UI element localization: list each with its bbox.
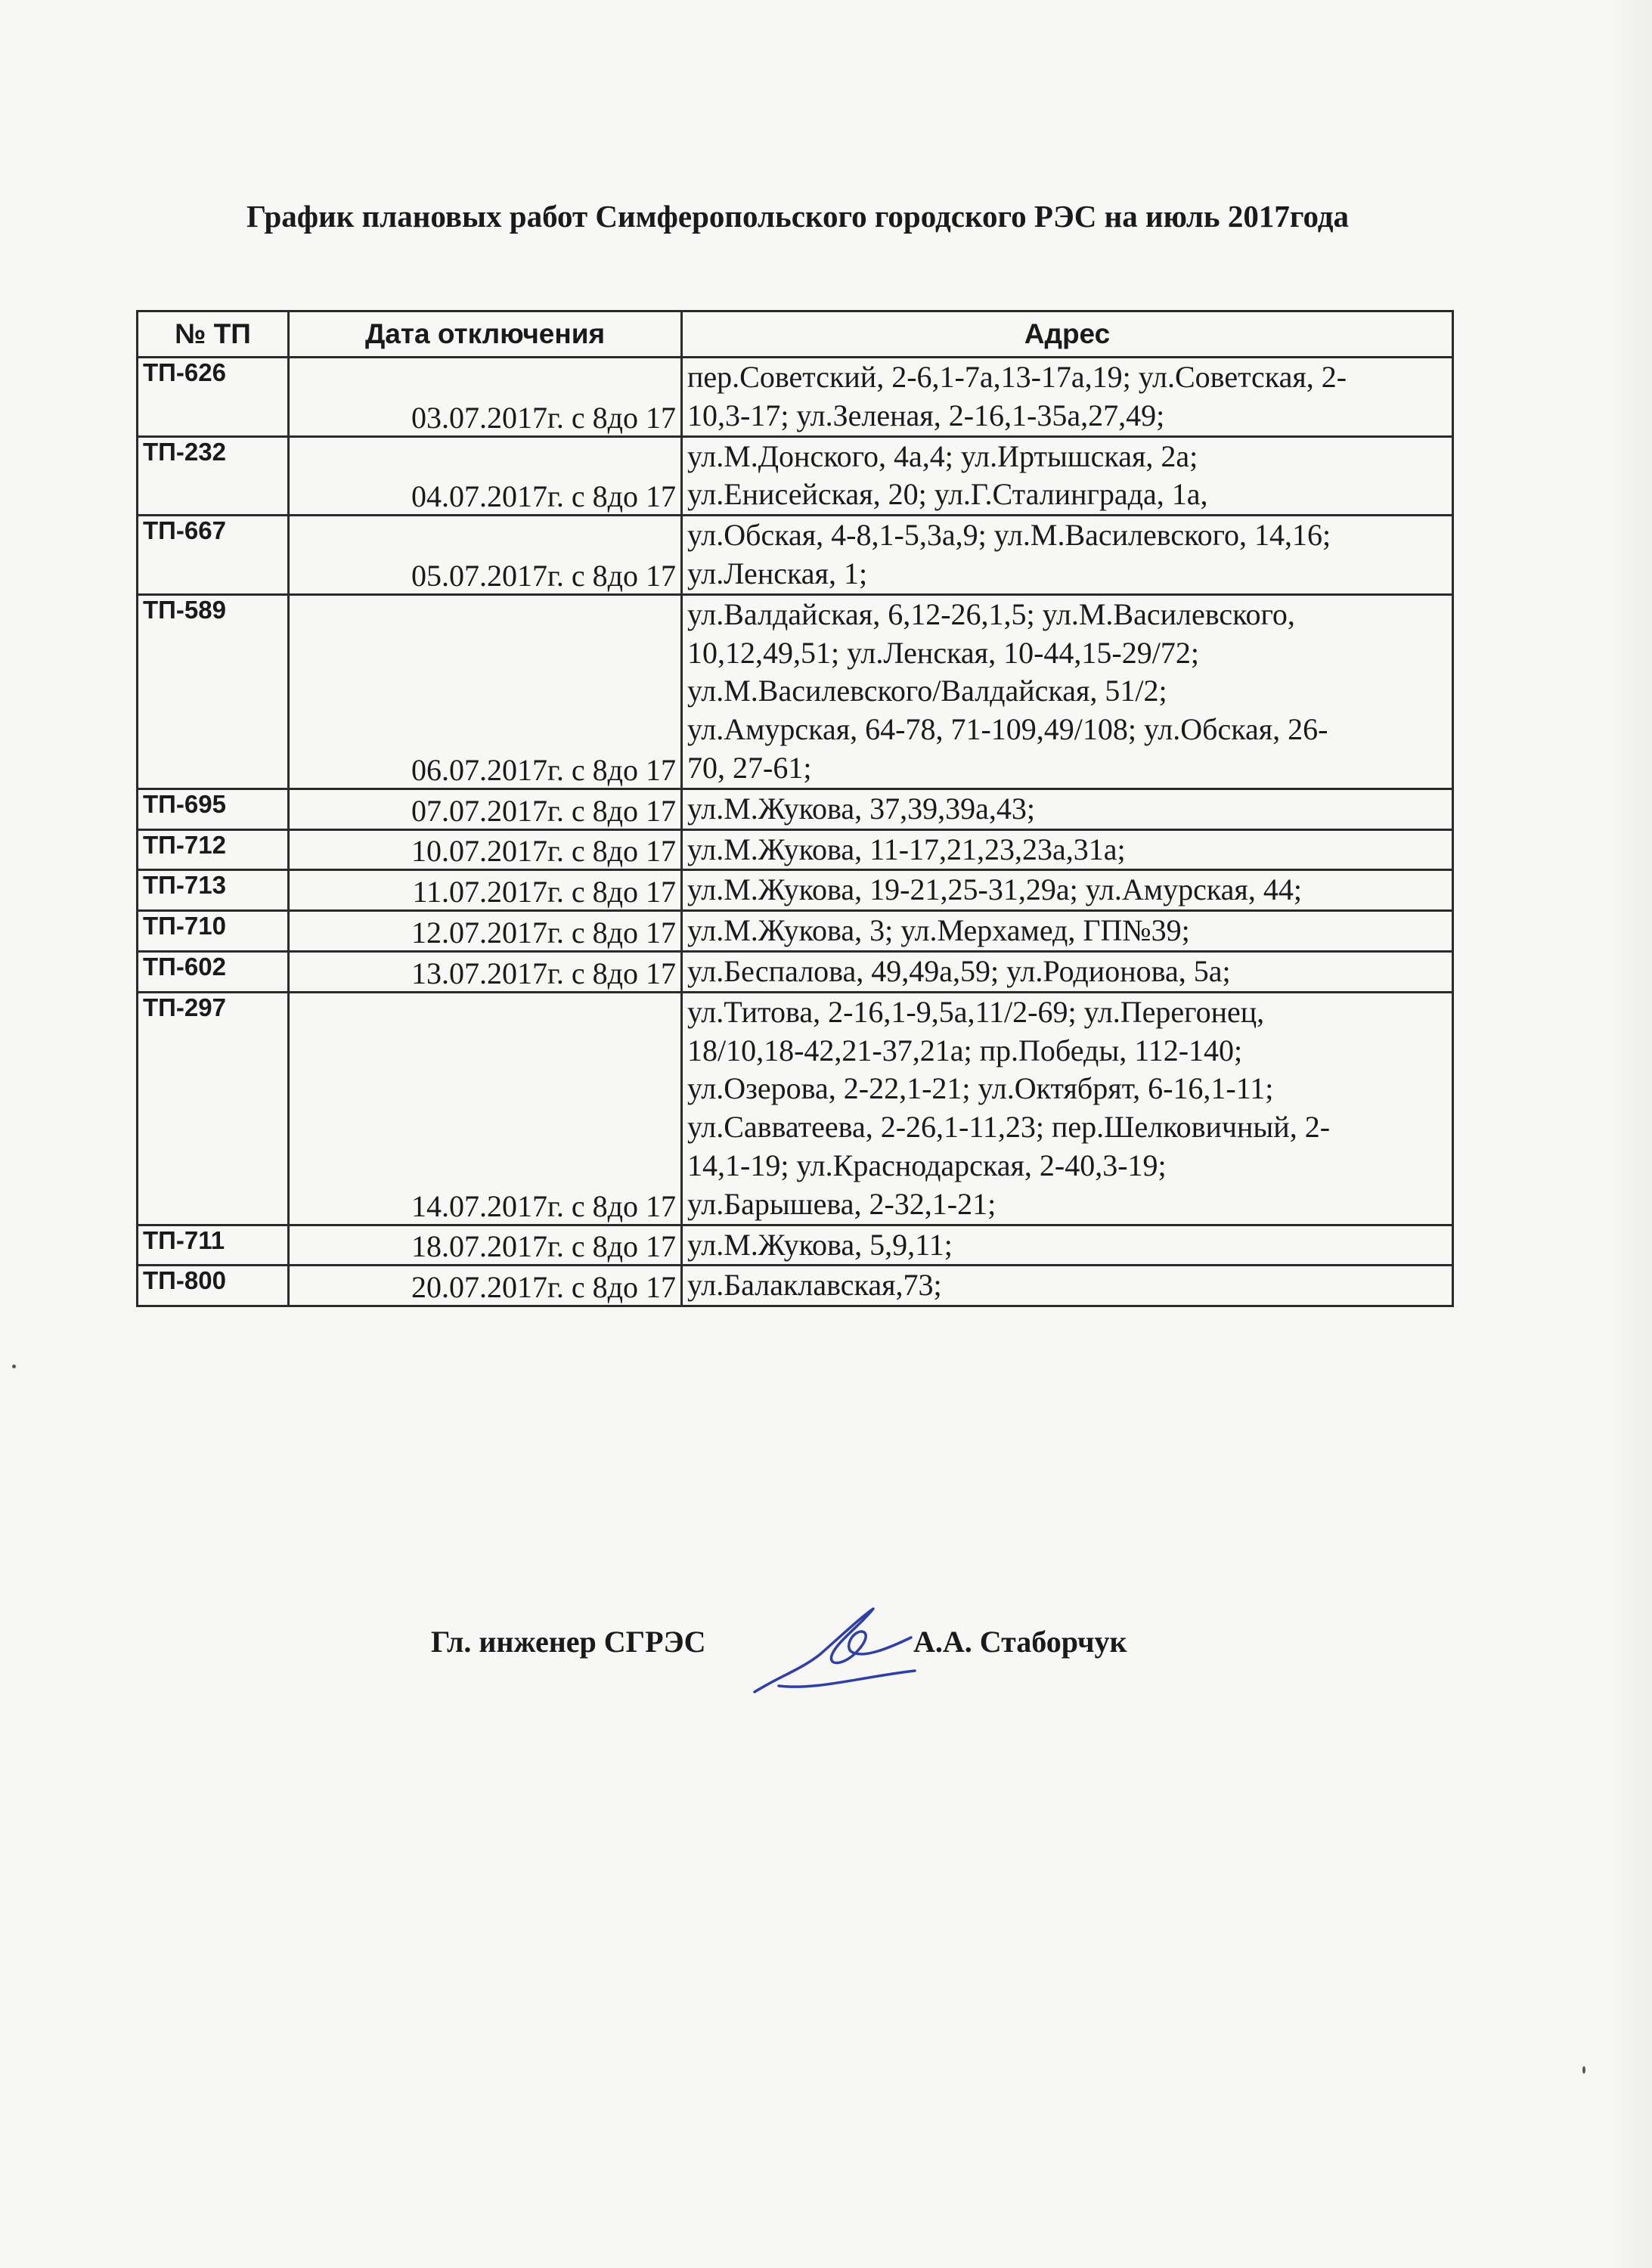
signatory-name: А.А. Стаборчук — [913, 1625, 1127, 1659]
document-title: График плановых работ Симферопольского городского РЭС на июль 2017года — [246, 199, 1350, 234]
outage-date-cell: 14.07.2017г. с 8до 17 — [289, 992, 682, 1225]
table-row — [138, 594, 1453, 789]
address-line: ул.Енисейская, 20; ул.Г.Сталинграда, 1а, — [687, 477, 1208, 512]
tp-cell: ТП-712 — [138, 829, 289, 870]
address-line: ул.М.Жукова, 3; ул.Мерхамед, ГП№39; — [687, 913, 1190, 948]
outage-date-cell: 18.07.2017г. с 8до 17 — [289, 1225, 682, 1266]
scan-speck — [12, 1365, 16, 1368]
column-header-tp: № ТП — [138, 311, 289, 358]
tp-cell: ТП-626 — [138, 358, 289, 437]
outage-date-cell: 05.07.2017г. с 8до 17 — [289, 516, 682, 595]
address-line: ул.М.Жукова, 19-21,25-31,29а; ул.Амурская, 44; — [687, 872, 1302, 907]
tp-cell: ТП-297 — [138, 992, 289, 1225]
table-row — [138, 992, 1453, 1225]
tp-cell: ТП-667 — [138, 516, 289, 595]
address-line: 10,12,49,51; ул.Ленская, 10-44,15-29/72; — [687, 635, 1199, 670]
address-line: ул.Ленская, 1; — [687, 556, 868, 590]
handwritten-signature — [749, 1601, 922, 1707]
outage-date-cell: 07.07.2017г. с 8до 17 — [289, 789, 682, 829]
tp-cell: ТП-713 — [138, 870, 289, 911]
address-cell — [682, 951, 1453, 992]
address-cell — [682, 870, 1453, 911]
address-line: ул.Валдайская, 6,12-26,1,5; ул.М.Василевского, — [687, 596, 1295, 631]
address-line: ул.Савватеева, 2-26,1-11,23; пер.Шелковичный, 2- — [687, 1110, 1331, 1145]
table-row — [138, 911, 1453, 952]
address-line: 18/10,18-42,21-37,21а; пр.Победы, 112-140; — [687, 1033, 1243, 1067]
tp-cell: ТП-589 — [138, 594, 289, 789]
outage-date-cell: 06.07.2017г. с 8до 17 — [289, 594, 682, 789]
address-cell — [682, 516, 1453, 595]
address-line: ул.Беспалова, 49,49а,59; ул.Родионова, 5а; — [687, 953, 1231, 988]
outage-date-cell: 10.07.2017г. с 8до 17 — [289, 829, 682, 870]
address-cell — [682, 358, 1453, 437]
table-row — [138, 789, 1453, 829]
address-line: ул.М.Жукова, 11-17,21,23,23а,31а; — [687, 832, 1126, 866]
table-row — [138, 870, 1453, 911]
tp-cell: ТП-695 — [138, 789, 289, 829]
outage-date-cell: 03.07.2017г. с 8до 17 — [289, 358, 682, 437]
address-line: ул.М.Донского, 4а,4; ул.Иртышская, 2а; — [687, 438, 1198, 473]
outage-date-cell: 04.07.2017г. с 8до 17 — [289, 436, 682, 516]
table-row — [138, 951, 1453, 992]
address-line: 14,1-19; ул.Краснодарская, 2-40,3-19; — [687, 1148, 1167, 1182]
address-line: ул.Обская, 4-8,1-5,3а,9; ул.М.Василевского, 14,16; — [687, 518, 1331, 553]
scan-edge-shadow — [1607, 0, 1652, 2268]
address-line: ул.Титова, 2-16,1-9,5а,11/2-69; ул.Перегонец, — [687, 994, 1265, 1029]
outage-date-cell: 20.07.2017г. с 8до 17 — [289, 1266, 682, 1306]
address-cell — [682, 1266, 1453, 1306]
address-line: ул.М.Василевского/Валдайская, 51/2; — [687, 674, 1167, 708]
address-cell — [682, 829, 1453, 870]
address-line: пер.Советский, 2-6,1-7а,13-17а,19; ул.Советская, 2- — [687, 360, 1347, 394]
table-header-row — [138, 311, 1453, 358]
address-line: ул.Барышева, 2-32,1-21; — [687, 1186, 996, 1221]
address-line: ул.Балаклавская,73; — [687, 1268, 942, 1303]
outage-date-cell: 11.07.2017г. с 8до 17 — [289, 870, 682, 911]
address-cell — [682, 594, 1453, 789]
address-line: 70, 27-61; — [687, 750, 812, 785]
tp-cell: ТП-602 — [138, 951, 289, 992]
outage-date-cell: 12.07.2017г. с 8до 17 — [289, 911, 682, 952]
scan-speck — [1582, 2066, 1585, 2074]
tp-cell: ТП-711 — [138, 1225, 289, 1266]
address-cell — [682, 436, 1453, 516]
address-cell — [682, 789, 1453, 829]
address-line: ул.М.Жукова, 37,39,39а,43; — [687, 791, 1036, 826]
outage-date-cell: 13.07.2017г. с 8до 17 — [289, 951, 682, 992]
table-row — [138, 829, 1453, 870]
signature-block — [0, 1618, 1652, 1709]
table-row — [138, 358, 1453, 437]
outage-schedule-table — [136, 310, 1454, 1307]
column-header-date: Дата отключения — [289, 311, 682, 358]
address-cell — [682, 911, 1453, 952]
address-cell — [682, 992, 1453, 1225]
table-row — [138, 436, 1453, 516]
address-line: ул.Озерова, 2-22,1-21; ул.Октябрят, 6-16,1-11; — [687, 1071, 1274, 1106]
table-row — [138, 516, 1453, 595]
tp-cell: ТП-800 — [138, 1266, 289, 1306]
address-line: ул.Амурская, 64-78, 71-109,49/108; ул.Обская, 26- — [687, 712, 1328, 747]
column-header-address: Адрес — [682, 311, 1453, 358]
table-row — [138, 1225, 1453, 1266]
tp-cell: ТП-232 — [138, 436, 289, 516]
address-line: 10,3-17; ул.Зеленая, 2-16,1-35а,27,49; — [687, 398, 1165, 432]
tp-cell: ТП-710 — [138, 911, 289, 952]
table-row — [138, 1266, 1453, 1306]
address-line: ул.М.Жукова, 5,9,11; — [687, 1227, 953, 1262]
table-body — [138, 358, 1453, 1306]
signatory-role: Гл. инженер СГРЭС — [431, 1625, 706, 1659]
address-cell — [682, 1225, 1453, 1266]
